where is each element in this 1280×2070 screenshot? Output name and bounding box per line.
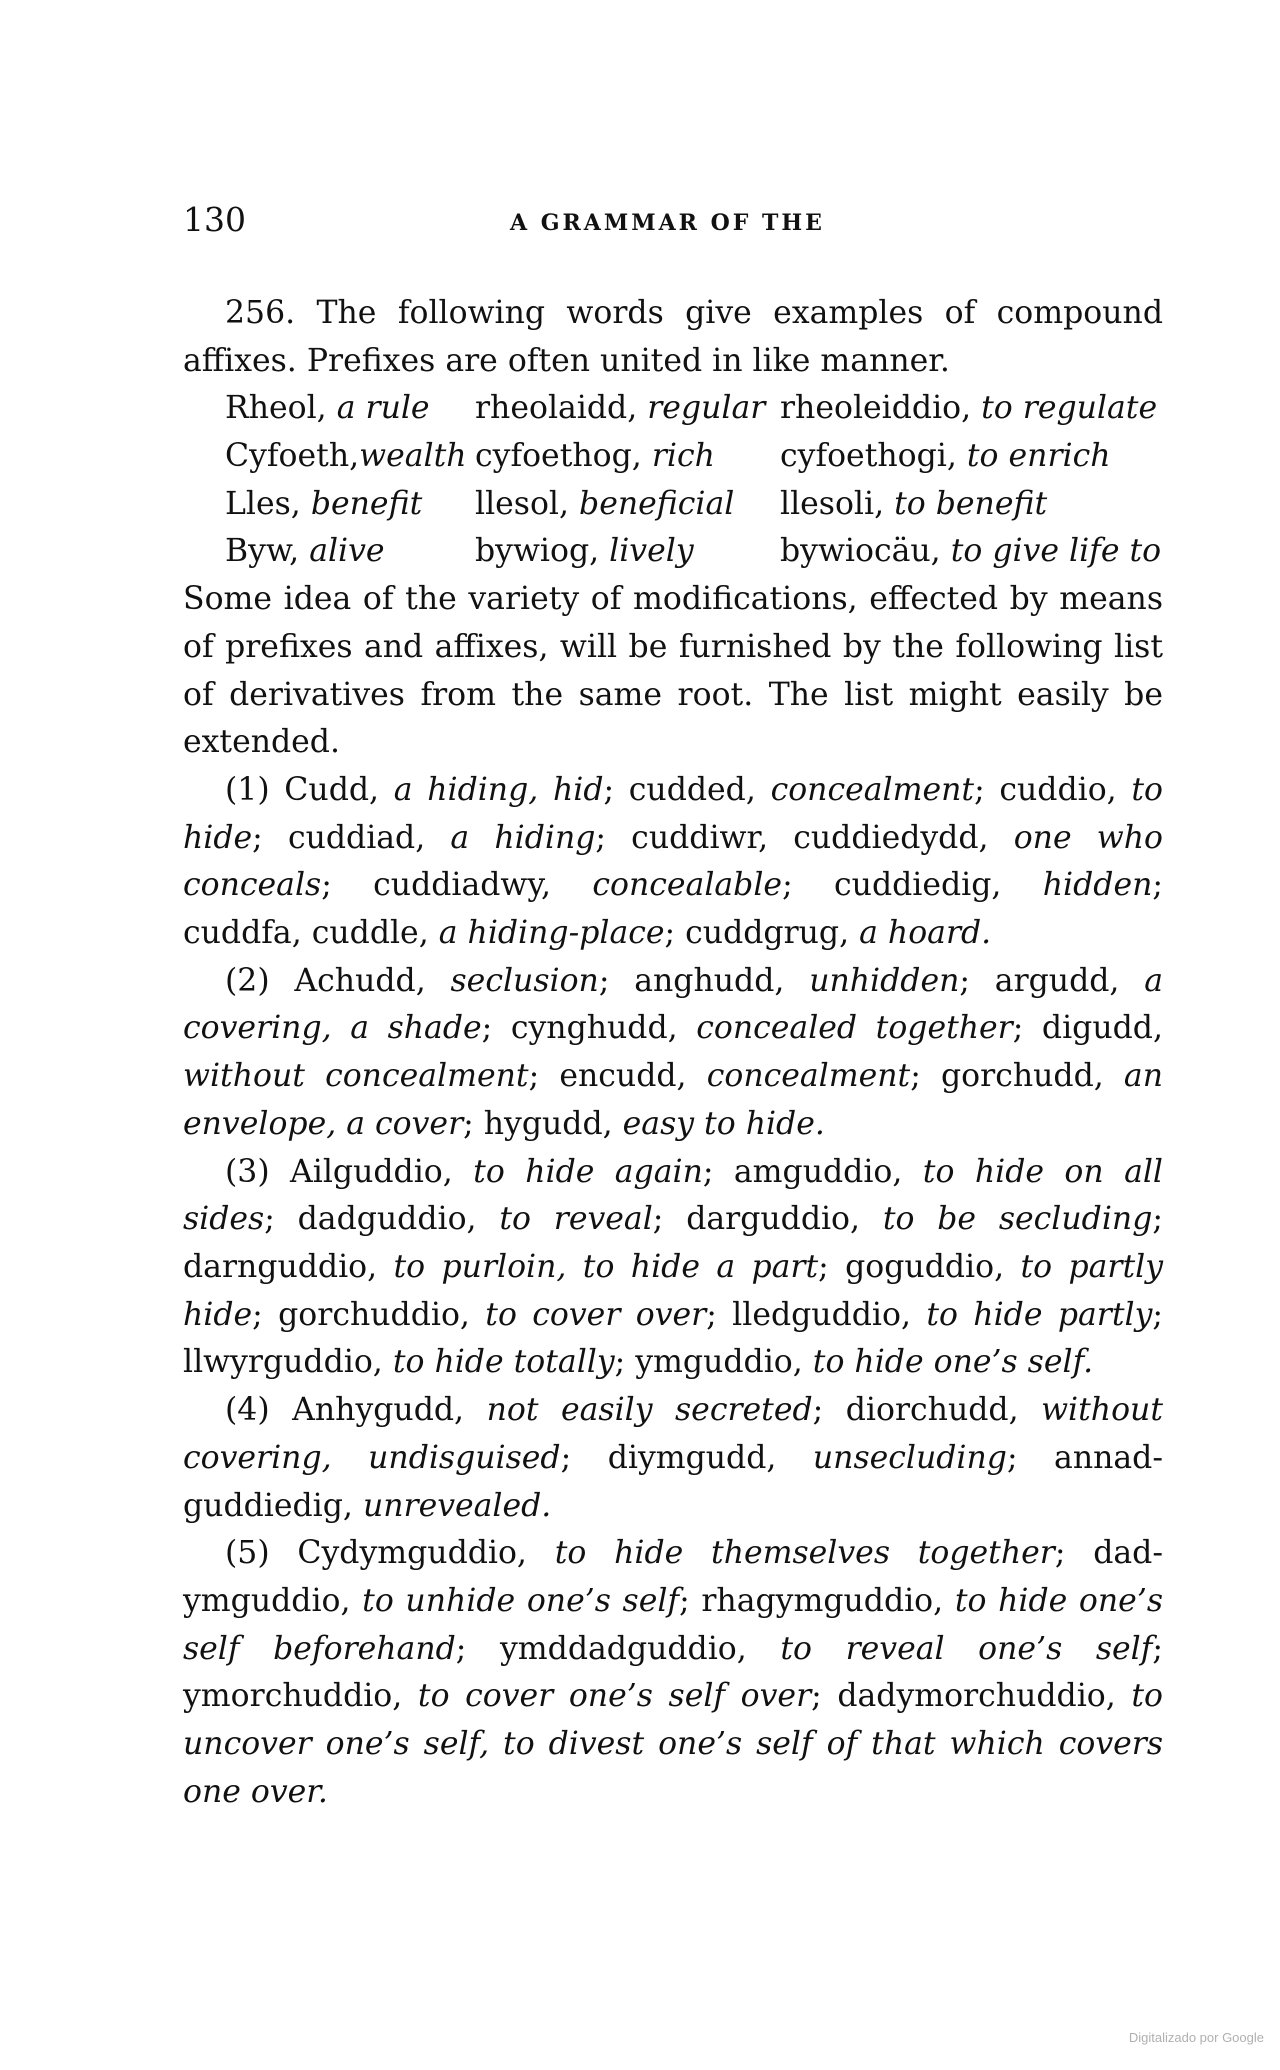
welsh-text: ; encudd, — [528, 1058, 707, 1095]
verb-gloss: to regulate — [981, 390, 1158, 427]
gloss-text: to hide themselves together — [554, 1535, 1055, 1572]
gloss-text: to partly hide — [183, 1249, 1163, 1333]
adjective-gloss: regular — [647, 390, 766, 427]
welsh-text: ; diymgudd, — [560, 1439, 813, 1476]
gloss-text: to uncover one’s self, to divest one’s self of that which covers one over. — [183, 1678, 1163, 1810]
welsh-text: ; darnguddio, — [183, 1201, 1163, 1285]
table-row — [183, 528, 1163, 576]
welsh-text: ; annad- guddiedig, — [183, 1439, 1163, 1524]
welsh-text: ; ymorchuddio, — [183, 1630, 1164, 1715]
gloss-text: hidden — [1042, 867, 1153, 904]
gloss-text: to purloin, to hide a part — [393, 1249, 819, 1285]
welsh-text: (5) Cydymguddio, — [225, 1535, 555, 1572]
scan-watermark: Digitalizado por Google — [1128, 2030, 1264, 2045]
gloss-text: without covering, undisguised — [183, 1392, 1163, 1476]
verb-gloss: to benefit — [894, 485, 1048, 522]
gloss-text: unsecluding — [812, 1439, 1007, 1476]
root-cell — [225, 528, 385, 576]
gloss-text: a hiding — [450, 819, 596, 856]
verb-cell — [780, 528, 1161, 576]
adjective-gloss: beneficial — [579, 485, 735, 522]
welsh-text: ; cuddiadwy, — [321, 867, 593, 904]
gloss-text: without concealment — [183, 1058, 529, 1095]
welsh-text: ; diorchudd, — [812, 1392, 1042, 1429]
gloss-text: to be secluding — [882, 1201, 1153, 1238]
adjective-word: llesol, — [475, 485, 570, 522]
welsh-text: ; ymddadguddio, — [455, 1630, 781, 1667]
adjective-gloss: lively — [609, 533, 694, 570]
derivative-list-1 — [183, 767, 1163, 958]
welsh-text: ; gorchudd, — [910, 1058, 1124, 1095]
page-number: 130 — [183, 200, 246, 239]
derivatives-intro — [183, 576, 1163, 767]
root-word: Rheol, — [225, 390, 327, 427]
gloss-text: to hide one’s self beforehand — [183, 1582, 1163, 1667]
welsh-text: (3) Ailguddio, — [225, 1153, 474, 1190]
gloss-text: to cover over — [485, 1296, 707, 1333]
welsh-text: ; anghudd, — [598, 962, 810, 999]
gloss-text: a hiding-place — [438, 915, 665, 952]
gloss-text: to hide — [183, 771, 1163, 856]
table-row — [183, 385, 1163, 433]
root-word: Cyfoeth, — [225, 438, 360, 475]
gloss-text: concealment — [706, 1058, 911, 1095]
adjective-cell — [475, 481, 734, 529]
welsh-text: ; cuddiwr, cuddiedydd, — [595, 819, 1014, 856]
root-cell — [225, 433, 467, 481]
root-cell — [225, 481, 422, 529]
gloss-text: concealable — [592, 867, 783, 904]
gloss-text: a hoard. — [859, 915, 992, 952]
root-word: Byw, — [225, 533, 300, 570]
verb-gloss: to give life to — [950, 533, 1162, 570]
table-row — [183, 433, 1163, 481]
welsh-text: ; darguddio, — [652, 1201, 883, 1238]
intro-text: 256. The following words give examples of compound affixes. Prefixes are often united in like manner. — [183, 295, 1163, 379]
gloss-text: to hide totally — [392, 1344, 615, 1381]
welsh-text: ; cudded, — [603, 771, 771, 808]
derivative-list-3 — [183, 1149, 1163, 1388]
gloss-text: to unhide one’s self — [362, 1582, 680, 1619]
gloss-text: to hide again — [473, 1153, 703, 1190]
gloss-text: to reveal one’s self — [780, 1630, 1153, 1667]
gloss-text: concealment — [770, 771, 975, 808]
welsh-text: ; amguddio, — [702, 1153, 923, 1190]
welsh-text: ; goguddio, — [818, 1249, 1021, 1285]
welsh-text: ; cuddiedig, — [782, 867, 1043, 904]
adjective-cell — [475, 433, 715, 481]
adjective-gloss: rich — [651, 438, 715, 475]
welsh-text: ; argudd, — [959, 962, 1145, 999]
root-word: Lles, — [225, 485, 301, 522]
gloss-text: concealed together — [696, 1010, 1013, 1047]
gloss-text: seclusion — [450, 962, 599, 999]
adjective-word: bywiog, — [475, 533, 600, 570]
gloss-text: to hide one’s self. — [812, 1344, 1094, 1381]
verb-cell — [780, 433, 1111, 481]
section-256-intro — [183, 290, 1163, 385]
gloss-text: unhidden — [809, 962, 960, 999]
derivative-list-4 — [183, 1387, 1163, 1530]
gloss-text: to cover one’s self over — [417, 1678, 812, 1715]
gloss-text: easy to hide. — [622, 1105, 825, 1142]
welsh-text: ; dadymorchuddio, — [811, 1678, 1132, 1715]
welsh-text: ; dad- ymguddio, — [183, 1535, 1163, 1619]
welsh-text: ; rhagymguddio, — [679, 1582, 955, 1619]
derivatives-intro-text: Some idea of the variety of modifications, effected by means of prefixes and affixes, will be furnished by the following list of derivatives from the same root. The list might easily be extended. — [183, 581, 1163, 761]
verb-word: llesoli, — [780, 485, 885, 522]
welsh-text: ; lledguddio, — [706, 1296, 927, 1333]
welsh-text: ; hygudd, — [463, 1105, 623, 1142]
verb-word: rheoleiddio, — [780, 390, 972, 427]
verb-gloss: to enrich — [966, 438, 1111, 475]
gloss-text: to hide on all sides — [183, 1153, 1163, 1238]
verb-cell — [780, 481, 1047, 529]
root-gloss: a rule — [336, 390, 430, 427]
welsh-text: ; cuddiad, — [252, 819, 451, 856]
gloss-text: a covering, a shade — [183, 962, 1163, 1047]
gloss-text: not easily secreted — [486, 1392, 813, 1429]
adjective-cell — [475, 385, 765, 433]
gloss-text: to reveal — [499, 1201, 653, 1238]
root-gloss: wealth — [359, 438, 467, 475]
welsh-text: ; llwyrguddio, — [183, 1296, 1163, 1381]
welsh-text: (1) Cudd, — [225, 771, 394, 808]
welsh-text: ; cuddfa, cuddle, — [183, 867, 1163, 952]
welsh-text: ; cynghudd, — [481, 1010, 697, 1047]
gloss-text: an envelope, a cover — [183, 1058, 1163, 1142]
gloss-text: one who conceals — [183, 819, 1163, 904]
root-cell — [225, 385, 430, 433]
table-row — [183, 481, 1163, 529]
welsh-text: (4) Anhygudd, — [225, 1392, 487, 1429]
welsh-text: ; cuddio, — [974, 771, 1132, 808]
running-head — [183, 200, 1163, 244]
welsh-text: (2) Achudd, — [225, 962, 451, 999]
root-gloss: alive — [309, 533, 385, 570]
welsh-text: ; ymguddio, — [614, 1344, 813, 1381]
adjective-cell — [475, 528, 694, 576]
compound-affix-table — [183, 385, 1163, 576]
verb-word: bywiocäu, — [780, 533, 941, 570]
welsh-text: ; gorchuddio, — [252, 1296, 486, 1333]
derivative-list-5 — [183, 1530, 1163, 1816]
adjective-word: rheolaidd, — [475, 390, 638, 427]
gloss-text: to hide partly — [926, 1296, 1153, 1333]
gloss-text: a hiding, hid — [393, 771, 604, 808]
running-head-title: A GRAMMAR OF THE — [510, 210, 825, 236]
derivative-list-2 — [183, 958, 1163, 1149]
welsh-text: ; dadguddio, — [264, 1201, 500, 1238]
welsh-text: ; digudd, — [1012, 1010, 1163, 1047]
root-gloss: benefit — [310, 485, 423, 522]
adjective-word: cyfoethog, — [475, 438, 642, 475]
verb-cell — [780, 385, 1157, 433]
welsh-text: ; cuddgrug, — [664, 915, 860, 952]
gloss-text: unrevealed. — [362, 1487, 552, 1524]
page-body — [183, 290, 1163, 1816]
verb-word: cyfoethogi, — [780, 438, 957, 475]
